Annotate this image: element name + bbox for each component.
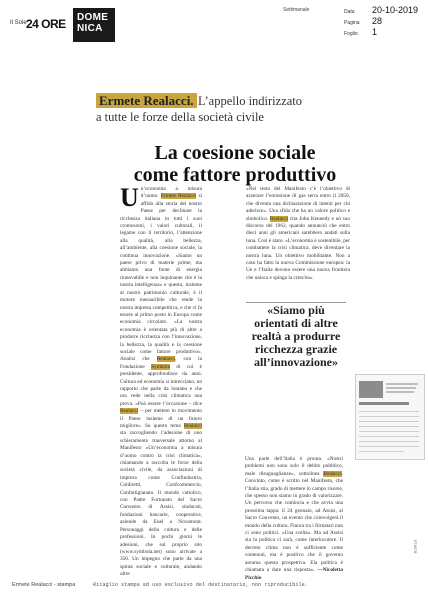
- thumbnail-text-line: [386, 391, 414, 393]
- thumbnail-column-line: [359, 426, 419, 427]
- thumbnail-column-line: [359, 436, 419, 437]
- thumbnail-column-line: [359, 431, 419, 432]
- article-title-line-1: La coesione sociale: [154, 142, 316, 164]
- text-run: di cui è presidente, approfondisce da anni. Cultura ed economia si intrecciano, un rapporto che parte da lontano e che ora vede nella crisi climatica una prova. «Può essere l’occasione – dice: [120, 363, 202, 407]
- highlighted-name: Realacci: [156, 356, 176, 363]
- text-run: n’economia a misura d’uomo.: [140, 186, 202, 200]
- text-run: . Convinto, come è scritto nel Manifesto, che l’Italia stia, grado di mettere in campo risorse, che spesso non siamo in grado di valorizzare. Un percorso che comincia e che avvia una prossima tappa: il 24 gennaio, ad Assisi, al Sacro Convento, un evento che coinvolgerà il mondo della cultura. Finora tra i firmatari non ci sono politici. «Una scelta». Ma ad Assisi sia la politica ci sarà, come interlocutore. Il decreto clima non è sufficiente come contenuti, ma è positivo che il governo assuma questa prospettiva. Ela politica è chiamata a dare una risposta».: [245, 470, 343, 574]
- highlighted-name: Ermete Realacci: [160, 193, 197, 200]
- thumbnail-column-line: [359, 446, 419, 447]
- text-run: Una parte dell’Italia è pronta. «Nostri problemi non sono solo il debito pubblico, male disuguaglianze», sottolinea: [245, 456, 343, 477]
- meta-value: 20-10-2019: [372, 5, 419, 15]
- meta-row-sheet: [344, 27, 418, 38]
- meta-label: Pagina: [344, 20, 360, 26]
- page-thumbnail: [355, 374, 425, 460]
- text-run: , con la Fondazione: [120, 356, 202, 370]
- side-code: 074076: [413, 540, 418, 554]
- domenica-logo-line: DO: [77, 12, 93, 23]
- article-title-line-2: come fattore produttivo: [133, 164, 337, 186]
- highlighted-name: Realacci: [183, 423, 202, 429]
- document-meta: [344, 5, 418, 38]
- thumbnail-column-line: [359, 416, 419, 417]
- meta-row-date: [344, 5, 418, 16]
- text-run: – per mettere in movimento il Paese insieme di un futuro migliore». Su questo tema: [120, 408, 202, 429]
- thumbnail-headline: [359, 402, 409, 405]
- thumbnail-column-line: [359, 451, 404, 452]
- thumbnail-column-line: [359, 421, 419, 422]
- thumbnail-text-line: [386, 383, 418, 385]
- domenica-logo-line: NI: [77, 23, 88, 34]
- meta-value: 28: [372, 16, 383, 26]
- thumbnail-text-line: [386, 387, 416, 389]
- meta-label: Foglio: [344, 31, 358, 37]
- highlighted-name: Symbola: [151, 363, 170, 370]
- highlighted-name: Realacci: [120, 408, 139, 415]
- text-run: cita John Kennedy e un suo discorso del 1962, quando annunciò che entro dieci anni gli americani sarebbero andati sulla luna. Così è stato. «L’economia è sostenibile, per combattere la crisi climatica, deve diventare la nostra luna. Un obiettivo mobilitante. Non a caso ha fatto la nuova Commissione europea: la Ue e l’Italia devono essere una nuova frontiera che unisca e spinga la crescita».: [246, 215, 350, 281]
- meta-value: 1: [372, 27, 378, 37]
- article-title: [110, 142, 360, 186]
- section-subtitle-line-1: L’appello indirizzato: [198, 94, 303, 108]
- highlighted-name: Realacci: [269, 215, 289, 222]
- section-name-highlight: Ermete Realacci.: [96, 93, 197, 108]
- masthead-24ore-logo: 24 ORE: [26, 17, 66, 31]
- article-column-2: [246, 186, 350, 282]
- article-column-1: [120, 183, 203, 579]
- article-author: —Nicoletta Picchio: [245, 567, 343, 581]
- text-run: «Nel testo del Manifesto c’è l’obiettivo di azzerare l’emissione di gas serra entro il 2050, che diventa una dichiarazione di intenti per chi aderisce». Una sfida che ha un valore politico e simbolico.: [246, 186, 350, 222]
- pull-quote: «Siamo più orientati di altre realtà a produrre ricchezza grazie all’innovazione»: [251, 303, 341, 369]
- thumbnail-column-line: [359, 411, 419, 412]
- thumbnail-column-line: [359, 441, 419, 442]
- domenica-logo: [73, 8, 115, 42]
- thumbnail-photo: [359, 381, 383, 398]
- domenica-logo-line: CA: [87, 23, 103, 34]
- section-subtitle-line-2: a tutte le forze della società civile: [96, 110, 264, 124]
- text-run: sta raccogliendo l’adesione di uno schieramento trasversale attorno al Manifesto «Un’economia a misura d’uomo contro la crisi climatica», chiamando a raccolta le forze della società civile, da associazioni di impresa come Confindustria, Coldiretti, Confcommercio, Confartigianato. Il mondo cattolico, con Padre Fortunato del Sacro Convento di Assisi, sindacati, fondazioni bancarie, cooperative, aziende da Enel a Novamont. Personaggi della cultura e delle professioni. In pochi giorni le adesioni, che sul proprio sito (www.symbola.net) sono arrivate a 350. Un impegno che parte da una spinta sociale e culturale, andando oltre: [120, 430, 202, 578]
- masthead-sole-label: Il Sole: [10, 20, 27, 26]
- footer-stampa-label: Ermete Realacci - stampa: [12, 582, 76, 588]
- highlighted-name: Realacci: [323, 470, 342, 477]
- article-column-3: [245, 456, 343, 582]
- footer-notice: Ritaglio stampa ad uso esclusivo del destinatario, non riproducibile.: [93, 582, 308, 588]
- drop-cap: U: [120, 183, 139, 212]
- domenica-logo-line: ME: [92, 12, 109, 23]
- frequency-label: Settimanale: [283, 7, 310, 13]
- meta-label: Data: [344, 9, 355, 15]
- meta-row-page: [344, 16, 418, 27]
- text-run: si affida alla storia del nostro Paese per declinare la ricchezza italiana in tutti i suoi cromosomi, i valori culturali, il legame con il territorio, l’attenzione alla qualità, alla bellezza, all’ambiente, alla coesione sociale, la continua innovazione. «Siamo un paese privo di materie prime, ma abbiamo una fonte di energia rinnovabile e non inquinante che è la nostra intelligenza» e questo, insieme al nostro patrimonio culturale, è il motore inesauribile che rende la nostra impresa competitiva, e che ci fa essere al primo posto in Europa come economia circolare. «La nostra economia è orientata più di altre a produrre ricchezza con l’innovazione, la bellezza, la qualità e la coesione sociale come fattore produttivo». Analisi che: [120, 193, 203, 363]
